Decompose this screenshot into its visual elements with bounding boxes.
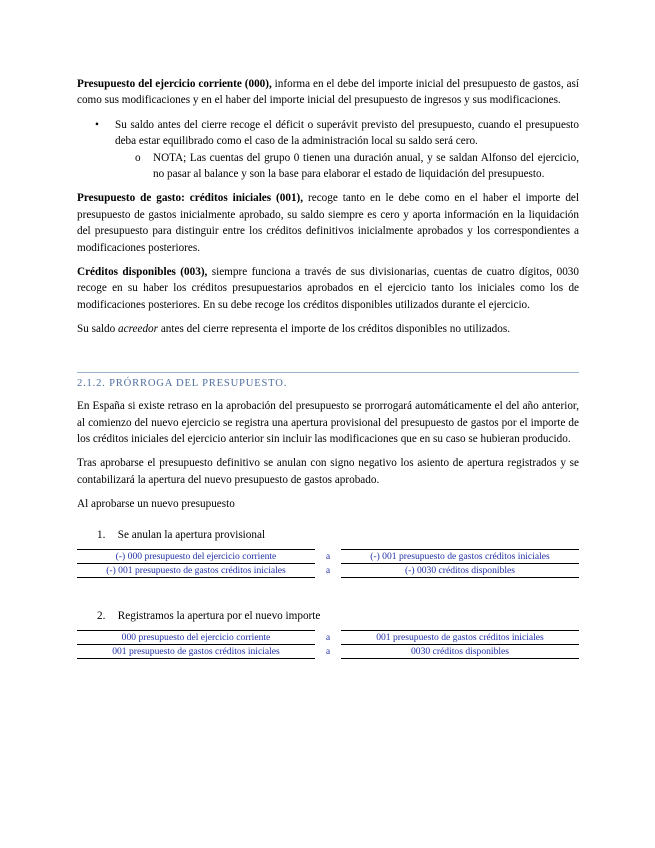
- paragraph-text: Su saldo: [77, 323, 119, 336]
- sub-bullet-list: [115, 150, 579, 183]
- credit-account: (-) 0030 créditos disponibles: [341, 563, 579, 577]
- journal-entry-2: [77, 630, 579, 659]
- paragraph-nuevo-presupuesto: Al aprobarse un nuevo presupuesto: [77, 498, 235, 511]
- section-heading: 2.1.2. PRÓRROGA DEL PRESUPUESTO.: [77, 377, 288, 389]
- debit-account: 001 presupuesto de gastos créditos iniciales: [77, 645, 315, 659]
- entry-separator: a: [325, 550, 331, 562]
- step-1: [97, 527, 579, 543]
- paragraph-text: antes del cierre representa el importe de los créditos disponibles no utilizados.: [158, 323, 511, 336]
- entry-separator: a: [325, 564, 331, 576]
- step-number: 2.: [97, 609, 106, 622]
- debit-account: (-) 001 presupuesto de gastos créditos iniciales: [77, 563, 315, 577]
- paragraph-creditos-disponibles: [77, 264, 579, 313]
- term-creditos-disponibles: Créditos disponibles (003),: [77, 266, 208, 279]
- sub-bullet-text: NOTA; Las cuentas del grupo 0 tienen una duración anual, y se saldan Alfonso del ejercicio, no pasar al balance y son la base para elaborar el estado de liquidación del presupuesto.: [153, 151, 579, 181]
- paragraph-text: siempre funciona a través de sus divisionarias, cuentas de cuatro dígitos, 0030 recoge en su haber los créditos presupuestarios aprobados en el ejercicio tanto los iniciales como los de modificaciones posteriores. En su debe recoge los créditos disponibles utilizados durante el ejercicio.: [77, 266, 579, 311]
- paragraph-text: recoge tanto en le debe como en el haber el importe del presupuesto de gastos inicialmente aprobado, su saldo siempre es cero y aporta información en la liquidación del presupuesto para distinguir entre los créditos definitivos inicialmente aprobados y los correspondientes a modificaciones posteriores.: [77, 192, 579, 254]
- paragraph-creditos-iniciales: [77, 190, 579, 256]
- step-label: Registramos la apertura por el nuevo importe: [117, 609, 321, 622]
- term-creditos-iniciales: Presupuesto de gasto: créditos iniciales (001),: [77, 192, 304, 205]
- step-2: [97, 608, 579, 624]
- journal-row: [77, 645, 579, 659]
- step-label: Se anulan la apertura provisional: [117, 528, 266, 541]
- entry-separator: a: [325, 632, 331, 644]
- bullet-text: Su saldo antes del cierre recoge el déficit o superávit previsto del presupuesto, cuando el presupuesto deba estar equilibrado como el caso de la administración local su saldo será cero.: [115, 118, 579, 148]
- journal-entry-1: [77, 549, 579, 578]
- step-number: 1.: [97, 528, 106, 541]
- term-acreedor: acreedor: [118, 323, 159, 336]
- credit-account: 0030 créditos disponibles: [341, 645, 579, 659]
- paragraph-presupuesto-corriente: [77, 76, 579, 109]
- bullet-icon: •: [95, 118, 99, 131]
- paragraph-anulacion: Tras aprobarse el presupuesto definitivo se anulan con signo negativo los asiento de apertura registrados y se contabilizará la apertura del nuevo presupuesto de gastos aprobado.: [77, 457, 579, 486]
- journal-row: [77, 563, 579, 577]
- journal-row: [77, 549, 579, 563]
- debit-account: (-) 000 presupuesto del ejercicio corriente: [77, 549, 315, 563]
- credit-account: 001 presupuesto de gastos créditos iniciales: [341, 631, 579, 645]
- journal-row: [77, 631, 579, 645]
- circle-bullet-icon: o: [135, 151, 141, 164]
- bullet-item: [95, 117, 579, 183]
- credit-account: (-) 001 presupuesto de gastos créditos iniciales: [341, 549, 579, 563]
- sub-bullet-item: [135, 150, 579, 183]
- bullet-list: [77, 117, 579, 183]
- paragraph-saldo-acreedor: [77, 321, 579, 337]
- paragraph-prorroga: En España si existe retraso en la aprobación del presupuesto se prorrogará automáticamente el del año anterior, al comienzo del nuevo ejercicio se registra una apertura provisional del presupuesto de gastos por el importe de los créditos iniciales del ejercicio anterior sin incluir las modificaciones que en su caso se hubieran producido.: [77, 400, 579, 445]
- document-page: [77, 76, 579, 659]
- spacer: [77, 578, 579, 608]
- debit-account: 000 presupuesto del ejercicio corriente: [77, 631, 315, 645]
- paragraph-text: informa en el debe del importe inicial del presupuesto de gastos, así como sus modificaciones y en el haber del importe inicial del presupuesto de ingresos y sus modificaciones.: [77, 78, 580, 107]
- entry-separator: a: [325, 646, 331, 658]
- section-divider: [77, 372, 579, 392]
- term-presupuesto-corriente: Presupuesto del ejercicio corriente (000),: [77, 78, 272, 90]
